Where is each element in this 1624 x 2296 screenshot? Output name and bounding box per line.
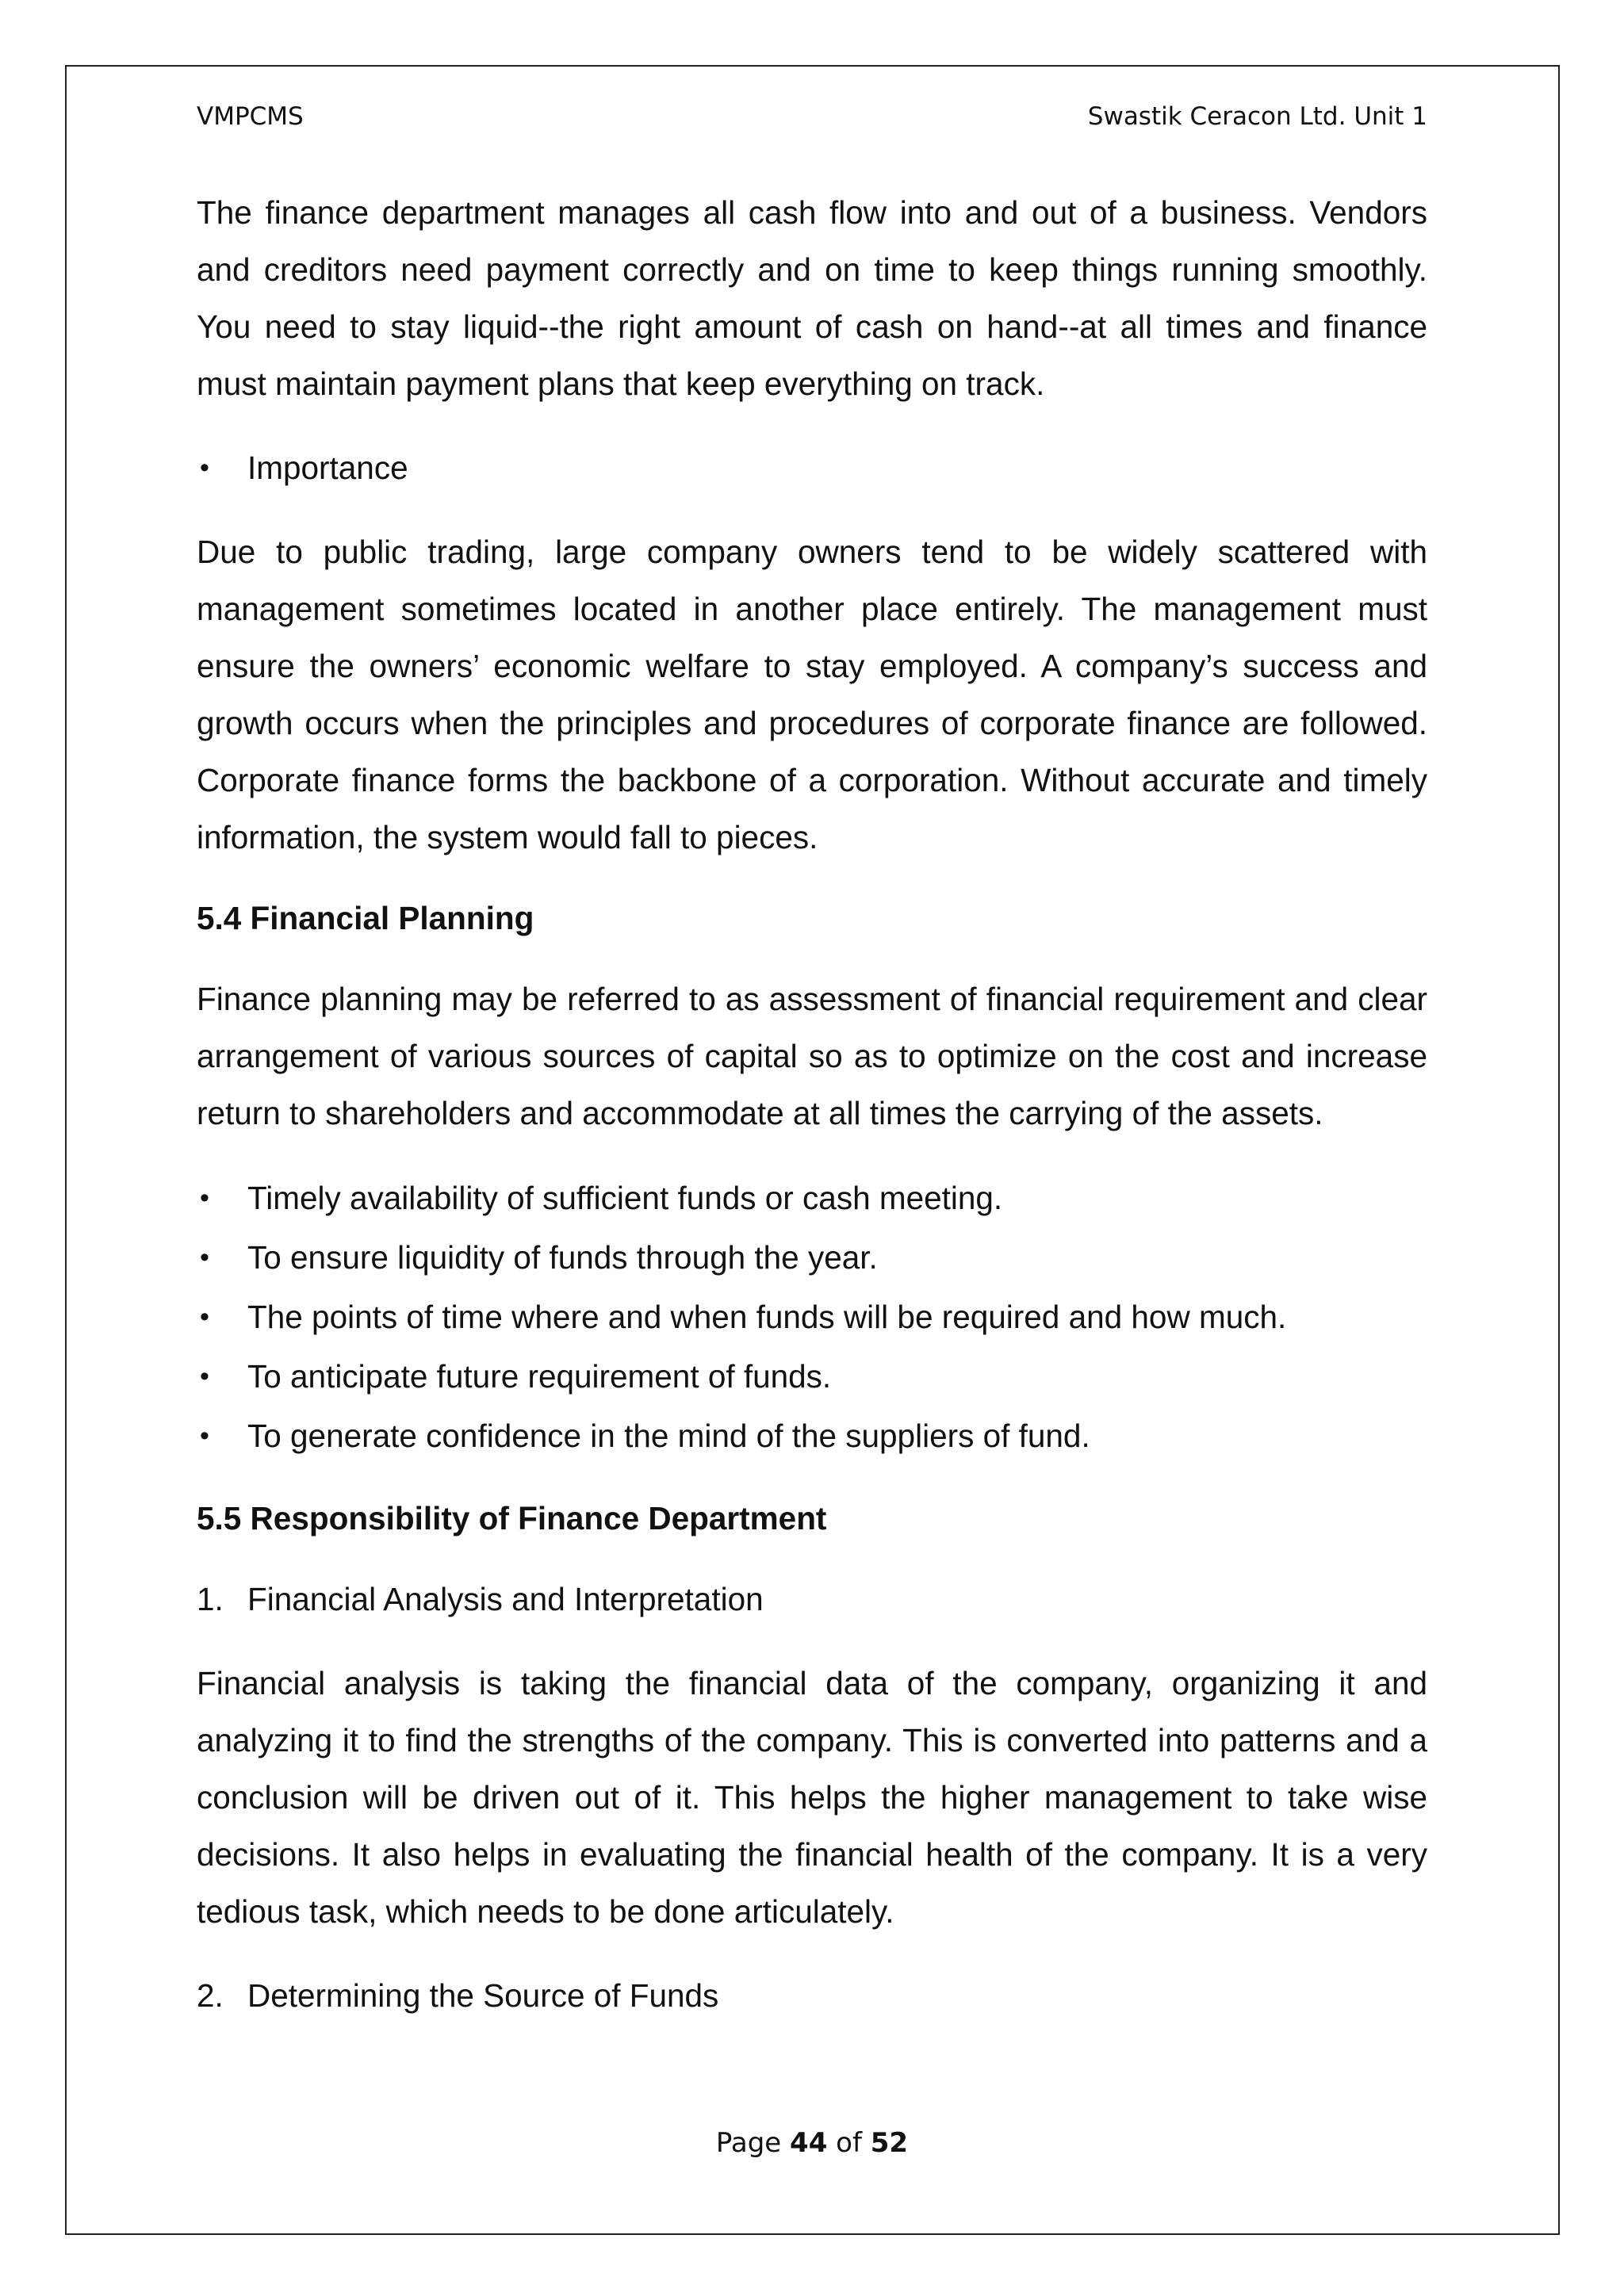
list-item: • To ensure liquidity of funds through the year. bbox=[197, 1228, 1427, 1288]
list-item: • The points of time where and when funds will be required and how much. bbox=[197, 1288, 1427, 1347]
planning-bullet-list bbox=[197, 1169, 1427, 1466]
list-item: • To generate confidence in the mind of the suppliers of fund. bbox=[197, 1406, 1427, 1466]
item-number: 1. bbox=[197, 1581, 224, 1617]
intro-paragraph: The finance department manages all cash flow into and out of a business. Vendors and creditors need payment correctly and on time to keep things running smoothly. You need to stay liquid--the right amount of cash on hand--at all times and finance must maintain payment plans that keep everything on track. bbox=[197, 194, 1427, 402]
importance-bullet-list bbox=[197, 439, 1427, 496]
footer-of: of bbox=[836, 2127, 862, 2159]
analysis-paragraph: Financial analysis is taking the financial data of the company, organizing it and analyzing it to find the strengths of the company. This is converted into patterns and a conclusion will be driven out of it. This helps the higher management to take wise decisions. It also helps in evaluating the financial health of the company. It is a very tedious task, which needs to be done articulately. bbox=[197, 1665, 1427, 1930]
section-heading-responsibility: 5.5 Responsibility of Finance Department bbox=[197, 1500, 827, 1536]
list-item: • Timely availability of sufficient funds or cash meeting. bbox=[197, 1169, 1427, 1228]
numbered-item-2 bbox=[197, 1967, 1427, 2024]
importance-paragraph: Due to public trading, large company owners tend to be widely scattered with management sometimes located in another place entirely. The management must ensure the owners’ economic welfare to stay employed. A company’s success and growth occurs when the principles and procedures of corporate finance are followed. Corporate finance forms the backbone of a corporation. Without accurate and timely information, the system would fall to pieces. bbox=[197, 534, 1427, 855]
footer-total-pages: 52 bbox=[870, 2127, 909, 2159]
section-heading-planning: 5.4 Financial Planning bbox=[197, 900, 534, 936]
list-item: • To anticipate future requirement of funds. bbox=[197, 1347, 1427, 1406]
planning-paragraph: Finance planning may be referred to as assessment of financial requirement and clear arrangement of various sources of capital so as to optimize on the cost and increase return to shareholders and accommodate at all times the carrying of the assets. bbox=[197, 981, 1427, 1131]
page-content bbox=[197, 184, 1427, 2024]
page-header bbox=[197, 97, 1427, 136]
page-footer bbox=[0, 2127, 1624, 2159]
item-label: Financial Analysis and Interpretation bbox=[247, 1581, 764, 1617]
header-left: VMPCMS bbox=[197, 102, 304, 131]
numbered-item-1 bbox=[197, 1571, 1427, 1628]
list-item: • Importance bbox=[197, 439, 1427, 496]
footer-current-page: 44 bbox=[790, 2127, 828, 2159]
item-label: Determining the Source of Funds bbox=[247, 1977, 719, 2014]
header-right: Swastik Ceracon Ltd. Unit 1 bbox=[1087, 102, 1427, 131]
item-number: 2. bbox=[197, 1977, 224, 2014]
footer-page-prefix: Page bbox=[715, 2127, 782, 2159]
